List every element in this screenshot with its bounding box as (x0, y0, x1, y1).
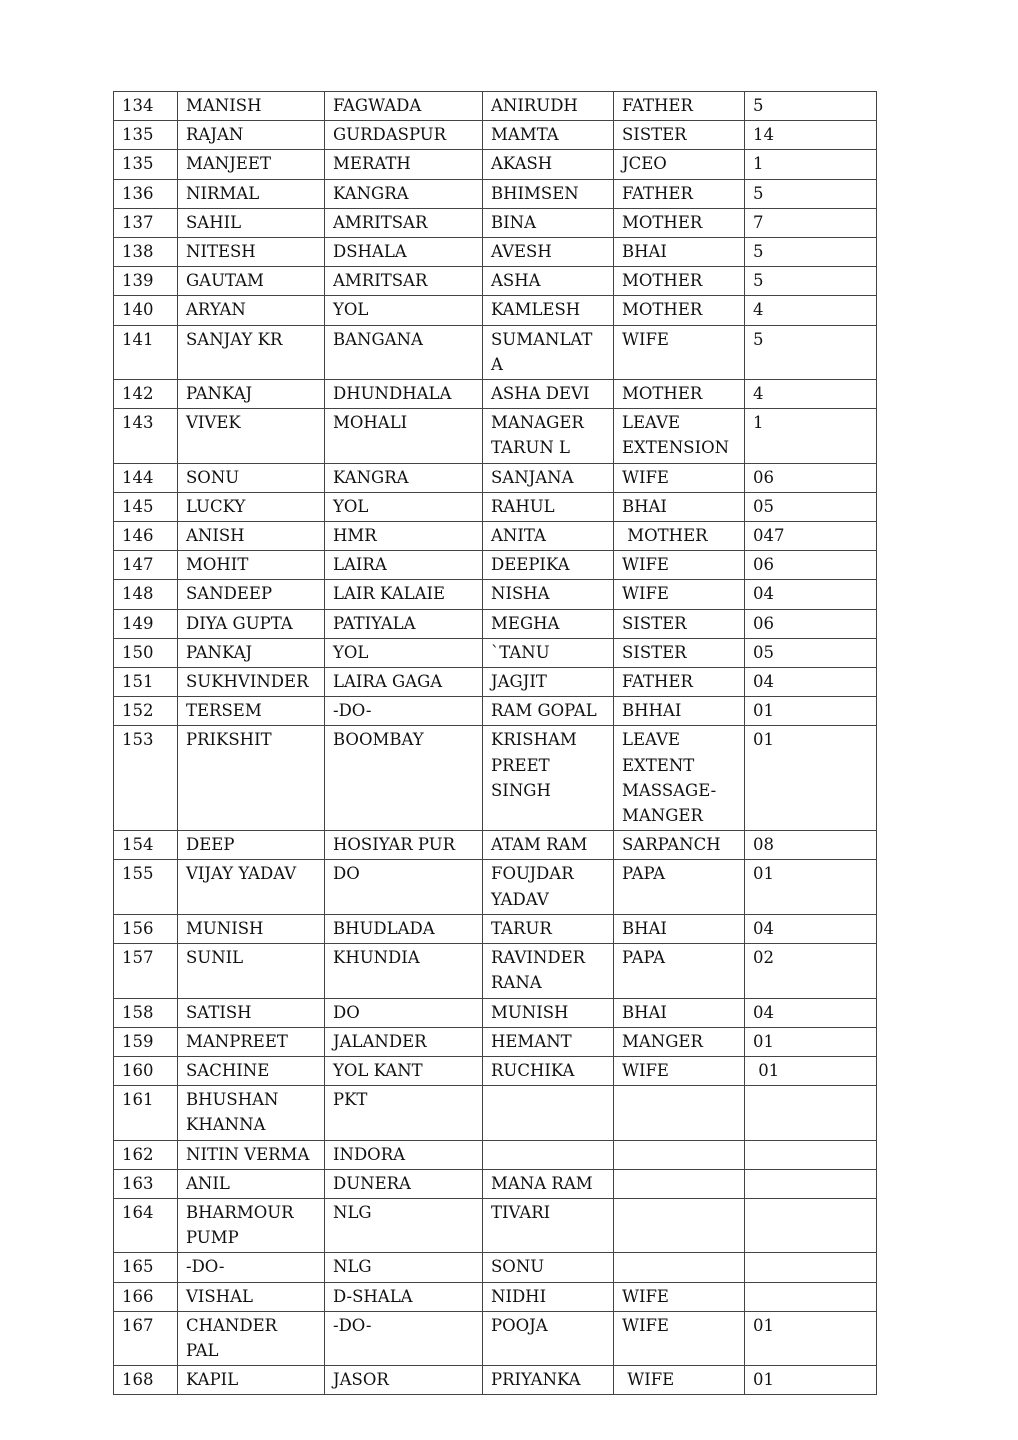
relation-cell: BHAI (614, 238, 745, 267)
relation-cell: WIFE (614, 463, 745, 492)
serial-number-cell: 148 (114, 580, 178, 609)
name-cell: NIRMAL (178, 179, 325, 208)
serial-number-cell: 151 (114, 668, 178, 697)
serial-number-cell: 145 (114, 492, 178, 521)
name-cell: -DO- (178, 1253, 325, 1282)
count-cell: 047 (745, 522, 877, 551)
relative-name-cell: SANJANA (483, 463, 614, 492)
place-cell: AMRITSAR (325, 208, 483, 237)
count-cell: 5 (745, 325, 877, 379)
serial-number-cell: 165 (114, 1253, 178, 1282)
relation-cell: BHAI (614, 914, 745, 943)
serial-number-cell: 166 (114, 1282, 178, 1311)
relation-cell: PAPA (614, 860, 745, 914)
table-row (114, 1086, 877, 1140)
count-cell: 01 (745, 1366, 877, 1395)
relative-name-cell: MANA RAM (483, 1169, 614, 1198)
name-cell: SATISH (178, 998, 325, 1027)
table-row (114, 380, 877, 409)
name-cell: MUNISH (178, 914, 325, 943)
table-row (114, 580, 877, 609)
relative-name-cell: DEEPIKA (483, 551, 614, 580)
name-cell: SANJAY KR (178, 325, 325, 379)
count-cell: 01 (745, 726, 877, 831)
records-table (113, 91, 877, 1395)
relative-name-cell: TIVARI (483, 1198, 614, 1252)
table-row (114, 238, 877, 267)
place-cell: HMR (325, 522, 483, 551)
relation-cell: PAPA (614, 944, 745, 998)
place-cell: KANGRA (325, 179, 483, 208)
count-cell (745, 1169, 877, 1198)
relative-name-cell: ASHA (483, 267, 614, 296)
relative-name-cell: RAVINDER RANA (483, 944, 614, 998)
relative-name-cell: SUMANLAT A (483, 325, 614, 379)
name-cell: MANISH (178, 92, 325, 121)
relation-cell: SISTER (614, 609, 745, 638)
count-cell: 04 (745, 668, 877, 697)
count-cell: 06 (745, 551, 877, 580)
name-cell: BHUSHAN KHANNA (178, 1086, 325, 1140)
relative-name-cell: AKASH (483, 150, 614, 179)
place-cell: LAIR KALAIE (325, 580, 483, 609)
relative-name-cell (483, 1086, 614, 1140)
count-cell: 04 (745, 914, 877, 943)
relation-cell (614, 1086, 745, 1140)
place-cell: DUNERA (325, 1169, 483, 1198)
count-cell: 4 (745, 380, 877, 409)
name-cell: VISHAL (178, 1282, 325, 1311)
relation-cell (614, 1253, 745, 1282)
relative-name-cell: JAGJIT (483, 668, 614, 697)
place-cell: PKT (325, 1086, 483, 1140)
table-row (114, 609, 877, 638)
name-cell: RAJAN (178, 121, 325, 150)
count-cell (745, 1198, 877, 1252)
serial-number-cell: 140 (114, 296, 178, 325)
relation-cell: WIFE (614, 325, 745, 379)
serial-number-cell: 143 (114, 409, 178, 463)
relative-name-cell: MEGHA (483, 609, 614, 638)
table-row (114, 1027, 877, 1056)
name-cell: MANJEET (178, 150, 325, 179)
count-cell: 01 (745, 1311, 877, 1365)
name-cell: TERSEM (178, 697, 325, 726)
place-cell: HOSIYAR PUR (325, 831, 483, 860)
name-cell: MANPREET (178, 1027, 325, 1056)
table-row (114, 860, 877, 914)
count-cell: 4 (745, 296, 877, 325)
table-row (114, 463, 877, 492)
records-table-body (114, 92, 877, 1395)
table-row (114, 1140, 877, 1169)
name-cell: VIVEK (178, 409, 325, 463)
relative-name-cell: POOJA (483, 1311, 614, 1365)
relative-name-cell: AVESH (483, 238, 614, 267)
place-cell: LAIRA (325, 551, 483, 580)
serial-number-cell: 147 (114, 551, 178, 580)
place-cell: KHUNDIA (325, 944, 483, 998)
serial-number-cell: 135 (114, 150, 178, 179)
relative-name-cell: SONU (483, 1253, 614, 1282)
serial-number-cell: 137 (114, 208, 178, 237)
serial-number-cell: 141 (114, 325, 178, 379)
serial-number-cell: 154 (114, 831, 178, 860)
relative-name-cell: RAHUL (483, 492, 614, 521)
serial-number-cell: 149 (114, 609, 178, 638)
relative-name-cell (483, 1140, 614, 1169)
serial-number-cell: 146 (114, 522, 178, 551)
table-row (114, 998, 877, 1027)
name-cell: SUKHVINDER (178, 668, 325, 697)
serial-number-cell: 139 (114, 267, 178, 296)
place-cell: BHUDLADA (325, 914, 483, 943)
relation-cell (614, 1169, 745, 1198)
relation-cell: JCEO (614, 150, 745, 179)
relation-cell: FATHER (614, 179, 745, 208)
relative-name-cell: TARUR (483, 914, 614, 943)
serial-number-cell: 136 (114, 179, 178, 208)
relation-cell: SISTER (614, 638, 745, 667)
serial-number-cell: 156 (114, 914, 178, 943)
count-cell: 01 (745, 860, 877, 914)
place-cell: AMRITSAR (325, 267, 483, 296)
table-row (114, 668, 877, 697)
relative-name-cell: MAMTA (483, 121, 614, 150)
table-row (114, 522, 877, 551)
relative-name-cell: ASHA DEVI (483, 380, 614, 409)
relative-name-cell: KRISHAM PREET SINGH (483, 726, 614, 831)
relation-cell: SARPANCH (614, 831, 745, 860)
table-row (114, 1366, 877, 1395)
relative-name-cell: RAM GOPAL (483, 697, 614, 726)
serial-number-cell: 161 (114, 1086, 178, 1140)
relation-cell: BHHAI (614, 697, 745, 726)
relative-name-cell: BINA (483, 208, 614, 237)
table-row (114, 1282, 877, 1311)
place-cell: -DO- (325, 1311, 483, 1365)
serial-number-cell: 134 (114, 92, 178, 121)
count-cell: 01 (745, 697, 877, 726)
table-row (114, 150, 877, 179)
table-row (114, 492, 877, 521)
count-cell (745, 1253, 877, 1282)
name-cell: DEEP (178, 831, 325, 860)
place-cell: DO (325, 998, 483, 1027)
count-cell (745, 1140, 877, 1169)
count-cell: 05 (745, 638, 877, 667)
table-row (114, 831, 877, 860)
place-cell: DO (325, 860, 483, 914)
serial-number-cell: 138 (114, 238, 178, 267)
table-row (114, 944, 877, 998)
serial-number-cell: 153 (114, 726, 178, 831)
name-cell: SACHINE (178, 1056, 325, 1085)
name-cell: CHANDER PAL (178, 1311, 325, 1365)
name-cell: SONU (178, 463, 325, 492)
name-cell: SANDEEP (178, 580, 325, 609)
relation-cell: BHAI (614, 492, 745, 521)
name-cell: LUCKY (178, 492, 325, 521)
relation-cell: FATHER (614, 92, 745, 121)
count-cell: 1 (745, 409, 877, 463)
relation-cell: LEAVE EXTENSION (614, 409, 745, 463)
relative-name-cell: NISHA (483, 580, 614, 609)
table-row (114, 726, 877, 831)
relation-cell: WIFE (614, 580, 745, 609)
count-cell: 5 (745, 238, 877, 267)
count-cell: 5 (745, 179, 877, 208)
relation-cell: MOTHER (614, 267, 745, 296)
relation-cell: MANGER (614, 1027, 745, 1056)
table-row (114, 409, 877, 463)
place-cell: YOL (325, 638, 483, 667)
serial-number-cell: 155 (114, 860, 178, 914)
relation-cell (614, 1140, 745, 1169)
name-cell: VIJAY YADAV (178, 860, 325, 914)
place-cell: -DO- (325, 697, 483, 726)
place-cell: MERATH (325, 150, 483, 179)
table-row (114, 179, 877, 208)
count-cell: 01 (745, 1027, 877, 1056)
place-cell: YOL (325, 296, 483, 325)
place-cell: BOOMBAY (325, 726, 483, 831)
place-cell: YOL (325, 492, 483, 521)
relation-cell: FATHER (614, 668, 745, 697)
count-cell: 5 (745, 267, 877, 296)
table-row (114, 325, 877, 379)
table-row (114, 1056, 877, 1085)
relation-cell: WIFE (614, 551, 745, 580)
name-cell: BHARMOUR PUMP (178, 1198, 325, 1252)
relative-name-cell: `TANU (483, 638, 614, 667)
place-cell: BANGANA (325, 325, 483, 379)
place-cell: DSHALA (325, 238, 483, 267)
name-cell: NITIN VERMA (178, 1140, 325, 1169)
serial-number-cell: 163 (114, 1169, 178, 1198)
count-cell: 14 (745, 121, 877, 150)
table-row (114, 914, 877, 943)
table-row (114, 697, 877, 726)
name-cell: NITESH (178, 238, 325, 267)
table-row (114, 1169, 877, 1198)
count-cell: 08 (745, 831, 877, 860)
name-cell: KAPIL (178, 1366, 325, 1395)
name-cell: MOHIT (178, 551, 325, 580)
place-cell: LAIRA GAGA (325, 668, 483, 697)
relative-name-cell: ATAM RAM (483, 831, 614, 860)
table-row (114, 1311, 877, 1365)
count-cell: 02 (745, 944, 877, 998)
table-row (114, 551, 877, 580)
name-cell: PANKAJ (178, 638, 325, 667)
place-cell: NLG (325, 1198, 483, 1252)
relative-name-cell: PRIYANKA (483, 1366, 614, 1395)
relation-cell: WIFE (614, 1282, 745, 1311)
relative-name-cell: BHIMSEN (483, 179, 614, 208)
place-cell: DHUNDHALA (325, 380, 483, 409)
name-cell: PANKAJ (178, 380, 325, 409)
place-cell: FAGWADA (325, 92, 483, 121)
table-row (114, 208, 877, 237)
table-row (114, 1253, 877, 1282)
serial-number-cell: 164 (114, 1198, 178, 1252)
relative-name-cell: HEMANT (483, 1027, 614, 1056)
name-cell: ANIL (178, 1169, 325, 1198)
serial-number-cell: 162 (114, 1140, 178, 1169)
count-cell: 01 (745, 1056, 877, 1085)
relation-cell: MOTHER (614, 208, 745, 237)
serial-number-cell: 150 (114, 638, 178, 667)
place-cell: MOHALI (325, 409, 483, 463)
serial-number-cell: 142 (114, 380, 178, 409)
relation-cell (614, 1198, 745, 1252)
relation-cell: SISTER (614, 121, 745, 150)
table-row (114, 121, 877, 150)
relative-name-cell: ANITA (483, 522, 614, 551)
serial-number-cell: 157 (114, 944, 178, 998)
count-cell (745, 1086, 877, 1140)
serial-number-cell: 167 (114, 1311, 178, 1365)
name-cell: DIYA GUPTA (178, 609, 325, 638)
serial-number-cell: 135 (114, 121, 178, 150)
place-cell: GURDASPUR (325, 121, 483, 150)
relation-cell: WIFE (614, 1366, 745, 1395)
count-cell: 1 (745, 150, 877, 179)
table-row (114, 92, 877, 121)
place-cell: YOL KANT (325, 1056, 483, 1085)
name-cell: SUNIL (178, 944, 325, 998)
relation-cell: WIFE (614, 1056, 745, 1085)
name-cell: PRIKSHIT (178, 726, 325, 831)
name-cell: GAUTAM (178, 267, 325, 296)
serial-number-cell: 160 (114, 1056, 178, 1085)
place-cell: JASOR (325, 1366, 483, 1395)
count-cell: 04 (745, 580, 877, 609)
relation-cell: BHAI (614, 998, 745, 1027)
relative-name-cell: KAMLESH (483, 296, 614, 325)
place-cell: NLG (325, 1253, 483, 1282)
relative-name-cell: FOUJDAR YADAV (483, 860, 614, 914)
count-cell (745, 1282, 877, 1311)
name-cell: SAHIL (178, 208, 325, 237)
relative-name-cell: MUNISH (483, 998, 614, 1027)
serial-number-cell: 144 (114, 463, 178, 492)
serial-number-cell: 152 (114, 697, 178, 726)
name-cell: ANISH (178, 522, 325, 551)
relative-name-cell: MANAGER TARUN L (483, 409, 614, 463)
place-cell: KANGRA (325, 463, 483, 492)
count-cell: 7 (745, 208, 877, 237)
count-cell: 04 (745, 998, 877, 1027)
table-row (114, 1198, 877, 1252)
count-cell: 5 (745, 92, 877, 121)
count-cell: 05 (745, 492, 877, 521)
relation-cell: WIFE (614, 1311, 745, 1365)
relative-name-cell: ANIRUDH (483, 92, 614, 121)
relative-name-cell: RUCHIKA (483, 1056, 614, 1085)
count-cell: 06 (745, 609, 877, 638)
name-cell: ARYAN (178, 296, 325, 325)
table-row (114, 267, 877, 296)
relation-cell: MOTHER (614, 296, 745, 325)
count-cell: 06 (745, 463, 877, 492)
serial-number-cell: 168 (114, 1366, 178, 1395)
table-row (114, 296, 877, 325)
place-cell: PATIYALA (325, 609, 483, 638)
serial-number-cell: 159 (114, 1027, 178, 1056)
table-row (114, 638, 877, 667)
relation-cell: MOTHER (614, 522, 745, 551)
relative-name-cell: NIDHI (483, 1282, 614, 1311)
place-cell: JALANDER (325, 1027, 483, 1056)
relation-cell: MOTHER (614, 380, 745, 409)
relation-cell: LEAVE EXTENT MASSAGE- MANGER (614, 726, 745, 831)
place-cell: D-SHALA (325, 1282, 483, 1311)
place-cell: INDORA (325, 1140, 483, 1169)
serial-number-cell: 158 (114, 998, 178, 1027)
